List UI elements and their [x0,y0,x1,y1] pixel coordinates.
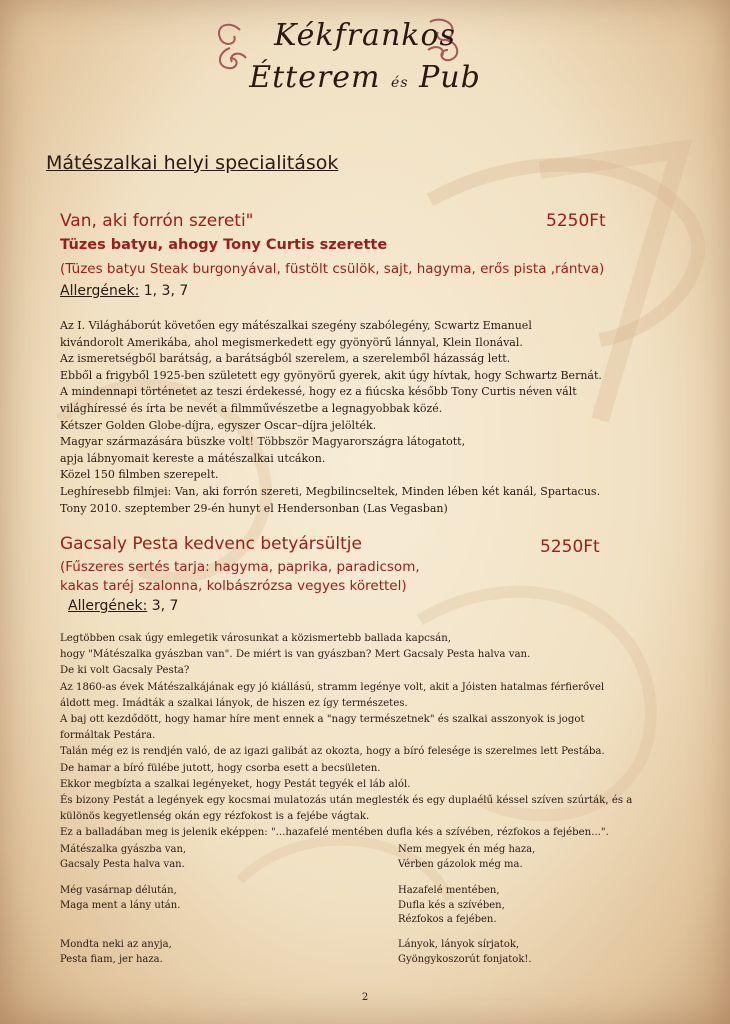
story-line: kivándorolt Amerikába, ahol megismerkedett egy gyönyörű lánnyal, Klein Ilonával. [60,335,523,349]
dish1-title: Van, aki forrón szereti" [60,211,254,231]
ingredients-line: kakas taréj szalonna, kolbászrózsa vegyes körettel) [60,578,407,594]
dish1-allergen-label: Allergének: [60,283,140,299]
story-line: Közel 150 filmben szerepelt. [60,468,219,482]
story-line: Az 1860-as évek Mátészalkájának egy jó kiállású, stramm legénye volt, akit a Jóisten hatalmas férfierővel [60,681,605,693]
dish2-story [60,631,632,842]
story-line: Magyar származására büszke volt! Többször Magyarországra látogatott, [60,435,466,449]
story-line: De ki volt Gacsaly Pesta? [60,665,190,677]
poem-line: Nem megyek én még haza, [398,844,536,855]
dish2-price: 5250Ft [540,537,600,557]
poem-right-stanza-2 [398,884,505,928]
dish2-allergen-values: 3, 7 [151,598,179,614]
story-line: apja lábnyomait kereste a mátészalkai utcákon. [60,451,326,465]
story-line: Az I. Világháborút követően egy mátészalkai szegény szabólegény, Scwartz Emanuel [60,319,532,332]
story-line: Leghíresebb filmjei: Van, aki forrón szereti, Megbilincseltek, Minden lében két kanál, Spartacus. [60,484,601,498]
poem-left-stanza-1 [60,843,186,872]
poem-right-stanza-3 [398,938,532,967]
poem-line: Gyöngykoszorút fonjatok!. [398,953,532,965]
poem-right-stanza-1 [398,843,535,872]
story-line: hogy "Mátészalka gyászban van". De miért is van gyászban? Mert Gacsaly Pesta halva van. [60,649,531,661]
section-title: Mátészalkai helyi specialitások [46,152,339,174]
story-line: Ez a balladában meg is jelenik eképpen: "...hazafelé mentében dufla kés a szívében, rézfokos a fejében...". [60,827,609,839]
story-line: Az ismeretségből barátság, a barátságból szerelem, a szerelemből házasság lett. [60,352,511,366]
dish2-ingredients [60,558,420,596]
dish1-price: 5250Ft [546,211,606,231]
story-line: Ebből a frigyből 1925-ben született egy gyönyörű gyerek, akit úgy hívtak, hogy Schwartz Bernát. [60,368,602,382]
story-line: Legtöbben csak úgy emlegetik városunkat a közismertebb ballada kapcsán, [60,633,451,644]
poem-line: Gacsaly Pesta halva van. [60,858,185,870]
story-line: Talán még ez is rendjén való, de az igazi galibát az okozta, hogy a bíró felesége is szerelmes lett Pestába. [60,746,605,758]
story-line: De hamar a bíró fülébe jutott, hogy csorba esett a becsületen. [60,762,381,774]
poem-line: Rézfokos a fejében. [398,914,497,926]
poem-line: Lányok, lányok sírjatok, [398,939,520,950]
dish2-allergens [68,598,178,614]
story-line: Ekkor megbízta a szalkai legényeket, hogy Pestát tegyék el láb alól. [60,778,411,790]
poem-line: Pesta fiam, jer haza. [60,953,163,965]
page-number: 2 [361,992,369,1003]
story-line: A mindennapi történetet az teszi érdekessé, hogy ez a fiúcska később Tony Curtis néven vált [60,385,577,399]
poem-line: Hazafelé mentében, [398,885,500,896]
ingredients-line: (Fűszeres sertés tarja: hagyma, paprika, paradicsom, [60,559,420,575]
dish2-title: Gacsaly Pesta kedvenc betyársültje [60,534,362,554]
logo-word-and: és [391,75,409,91]
poem-line: Dufla kés a szívében, [398,899,505,911]
logo-line1: Kékfrankos [274,18,456,53]
poem-line: Mondta neki az anyja, [60,939,172,950]
story-line: különös kegyetlenség okán egy rézfokost is a fejébe vágtak. [60,811,370,823]
story-line: formáltak Pestára. [60,730,156,742]
story-line: A baj ott kezdődött, hogy hamar híre ment ennek a "nagy természetnek" és szalkai asszonyok is jogot [60,714,585,726]
story-line: És bizony Pestát a legények egy kocsmai mulatozás után meglesték és egy duplaélű késsel szíven szúrták, és a [60,795,633,807]
dish1-subtitle: Tüzes batyu, ahogy Tony Curtis szerette [60,237,388,253]
dish1-ingredients: (Tüzes batyu Steak burgonyával, füstölt csülök, sajt, hagyma, erős pista ,rántva) [60,261,605,277]
logo-word-restaurant: Étterem [249,60,381,95]
dish1-allergens [60,283,188,299]
poem-line: Maga ment a lány után. [60,899,181,911]
story-line: Tony 2010. szeptember 29-én hunyt el Hendersonban (Las Vegasban) [60,501,448,515]
dish2-allergen-label: Allergének: [68,598,148,614]
story-line: világhíressé és írta be nevét a filmművészetbe a legnagyobbak közé. [60,401,443,415]
poem-line: Még vasárnap délután, [60,885,177,896]
logo-word-pub: Pub [419,60,481,95]
story-line: Kétszer Golden Globe-díjra, egyszer Oscar–díjra jelölték. [60,418,377,432]
dish1-story [60,318,602,517]
dish1-allergen-values: 1, 3, 7 [143,283,189,299]
poem-line: Vérben gázolok még ma. [398,858,523,870]
poem-left-stanza-3 [60,938,172,967]
story-line: áldott meg. Imádták a szalkai lányok, de hiszen ez így természetes. [60,697,408,709]
poem-left-stanza-2 [60,884,180,913]
poem-line: Mátészalka gyászba van, [60,844,187,855]
logo-line2 [0,60,730,95]
